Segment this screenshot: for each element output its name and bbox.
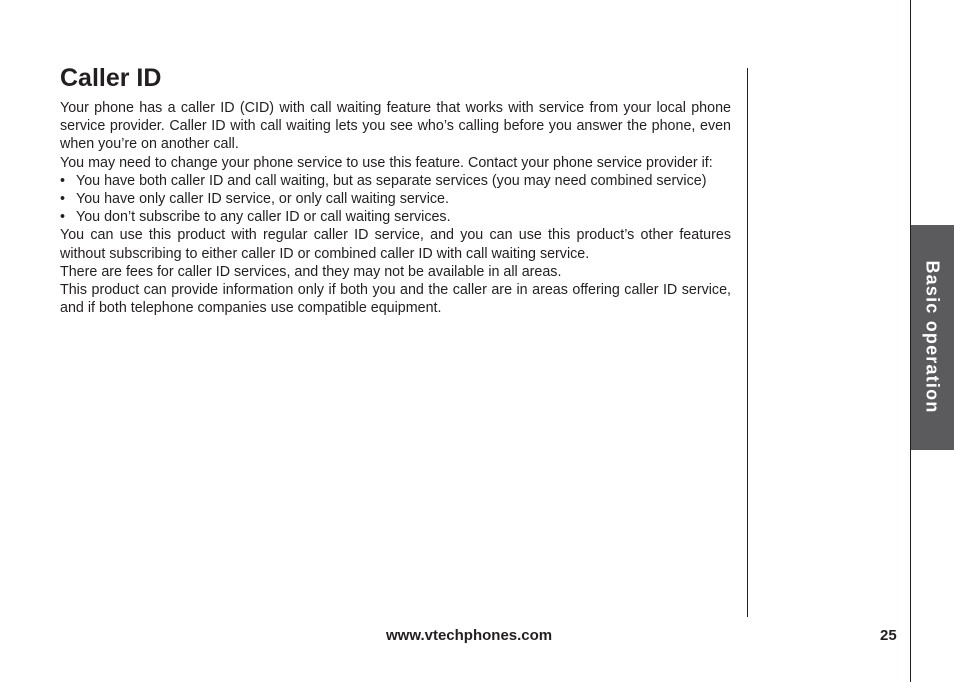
- main-content: [60, 62, 731, 317]
- list-item: [60, 208, 731, 226]
- bullet-icon: •: [60, 191, 66, 208]
- section-tab-label: Basic operation: [922, 260, 943, 414]
- column-divider: [747, 68, 748, 617]
- intro-paragraph: Your phone has a caller ID (CID) with call waiting feature that works with service from your local phone service provider. Caller ID with call waiting lets you see who’s calling before you answer the phone, even when you’re on another call.: [60, 100, 731, 153]
- bullet-icon: •: [60, 209, 66, 226]
- footer-website: www.vtechphones.com: [386, 627, 553, 644]
- list-item: [60, 172, 731, 190]
- list-item-text: You don’t subscribe to any caller ID or call waiting services.: [76, 209, 451, 226]
- section-tab: [911, 225, 954, 450]
- service-change-paragraph: You may need to change your phone service to use this feature. Contact your phone service provider if:: [60, 154, 713, 171]
- fees-paragraph: There are fees for caller ID services, and they may not be available in all areas.: [60, 263, 562, 280]
- list-item-text: You have only caller ID service, or only call waiting service.: [76, 191, 449, 208]
- page-title: Caller ID: [60, 64, 162, 92]
- regular-service-paragraph: You can use this product with regular caller ID service, and you can use this product’s other features without subscribing to either caller ID or combined caller ID with call waiting service.: [60, 227, 731, 262]
- bullet-icon: •: [60, 172, 66, 189]
- conditions-list: [60, 172, 731, 227]
- compatibility-paragraph: This product can provide information only if both you and the caller are in areas offering caller ID service, and if both telephone companies use compatible equipment.: [60, 282, 731, 317]
- list-item: [60, 190, 731, 208]
- page-number: 25: [880, 627, 897, 644]
- list-item-text: You have both caller ID and call waiting, but as separate services (you may need combined service): [76, 172, 707, 189]
